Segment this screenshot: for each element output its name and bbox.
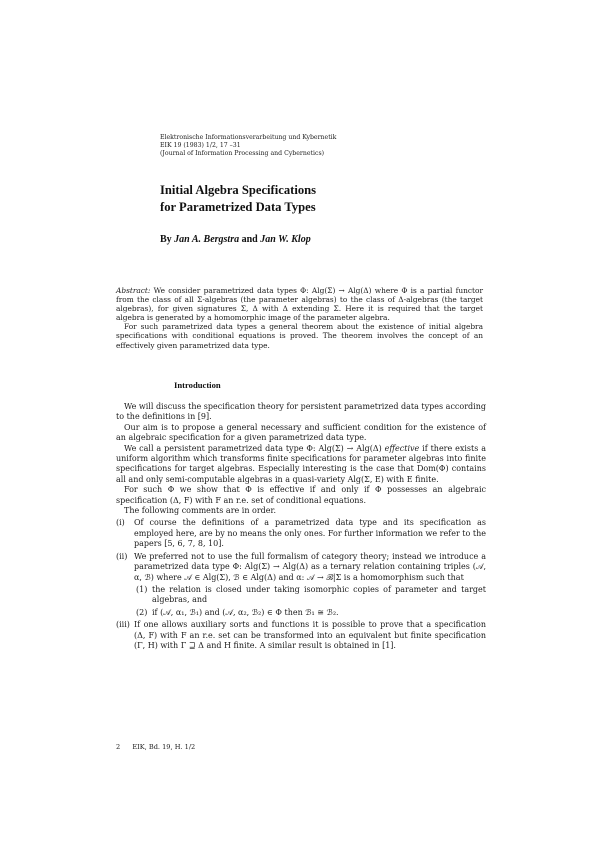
list-item-number: (iii) (116, 620, 130, 630)
list-item-text: If one allows auxiliary sorts and functions it is possible to prove that a specification (Δ, F) with F an r.e. set can be transformed into an equivalent but finite specification (Γ, H) with Γ ⊒ Δ and H finite. A similar result is obtained in [1]. (134, 620, 486, 650)
body-paragraph-3b: if there exists a uniform algorithm which transforms finite specifications for parameter algebras into finite specifications for target algebras. Especially interesting is the case that Dom(Φ) contains all and only semi-computable algebras in a quasi-variety Alg(Σ, E) with E finite. (116, 443, 487, 484)
body-paragraph-3 (116, 444, 486, 486)
list-item-text: Of course the definitions of a parametrized data type and its specification as employed here, are by no means the only ones. For further information we refer to the papers [5, 6, 7, 8, 10]. (134, 518, 486, 549)
author-2: Jan W. Klop (260, 234, 311, 245)
abstract-paragraph-1 (116, 286, 483, 322)
journal-header (160, 134, 336, 159)
sub-list-item-number: (1) (136, 584, 148, 594)
title-line-2: for Parametrized Data Types (160, 200, 316, 214)
abstract-paragraph-2: For such parametrized data types a general theorem about the existence of initial algebra specifications with conditional equations is proved. The theorem involves the concept of an effectively given parametrized data type. (116, 322, 483, 350)
abstract-text-1: We consider parametrized data types Φ: Alg(Σ) → Alg(Δ) where Φ is a partial functor from the class of all Σ-algebras (the parameter algebras) to the class of Δ-algebras (the target algebras), for given signatures Σ, Δ with Δ extending Σ. Here it is required that the target algebra is generated by a homomorphic image of the parameter algebra. (116, 286, 483, 323)
effective-term: effective (384, 443, 420, 453)
abstract-label: Abstract: (116, 286, 151, 295)
journal-volume: EIK 19 (1983) 1/2, 17 –31 (160, 142, 241, 150)
sub-list-item-text: the relation is closed under taking isomorphic copies of parameter and target algebras, and (152, 584, 486, 605)
title-line-1: Initial Algebra Specifications (160, 183, 317, 197)
journal-name: Elektronische Informationsverarbeitung und Kybernetik (160, 134, 337, 141)
list-item (116, 518, 486, 549)
section-heading: Introduction (174, 380, 221, 390)
list-item (116, 552, 486, 618)
list-item (116, 620, 486, 651)
list-item-number: (i) (116, 518, 125, 528)
authors-by: By (160, 234, 172, 245)
paper-title (160, 182, 316, 216)
body-paragraph-1: We will discuss the specification theory for persistent parametrized data types according to the definitions in [9]. (116, 402, 486, 422)
authors-line (160, 234, 311, 245)
authors-and: and (241, 234, 258, 245)
abstract (116, 286, 483, 350)
page-footer (116, 743, 195, 751)
list-item-text (134, 552, 486, 618)
page-number: 2 (116, 743, 121, 751)
body-text (116, 402, 486, 651)
body-paragraph-5: The following comments are in order. (124, 506, 277, 516)
body-paragraph-4: For such Φ we show that Φ is effective if and only if Φ possesses an algebraic specification (Δ, F) with F an r.e. set of conditional equations. (116, 485, 486, 505)
body-paragraph-3a: We call a persistent parametrized data type Φ: Alg(Σ) → Alg(Δ) (124, 443, 385, 453)
journal-english-name: (Journal of Information Processing and Cybernetics) (160, 150, 325, 158)
author-1: Jan A. Bergstra (174, 234, 240, 245)
sub-list-item (134, 585, 486, 606)
footer-reference: EIK, Bd. 19, H. 1/2 (132, 743, 196, 751)
list-item-text-main: We preferred not to use the full formalism of category theory; instead we introduce a parametrized data type Φ: Alg(Σ) → Alg(Δ) as a ternary relation containing triples (𝒜, α, ℬ) where 𝒜 ∈ Alg(Σ), ℬ ∈ Alg(Δ) and α: 𝒜 → ℬ|Σ is a homomorphism such that (134, 551, 486, 582)
sub-list-item-number: (2) (136, 607, 148, 617)
sub-list-item-text: if (𝒜, α₁, ℬ₁) and (𝒜, α₂, ℬ₂) ∈ Φ then ℬ₁ ≅ ℬ₂. (152, 607, 339, 617)
body-paragraph-2: Our aim is to propose a general necessary and sufficient condition for the existence of an algebraic specification for a given parametrized data type. (116, 422, 486, 443)
list-item-number: (ii) (116, 551, 128, 561)
sub-list-item (134, 608, 486, 618)
